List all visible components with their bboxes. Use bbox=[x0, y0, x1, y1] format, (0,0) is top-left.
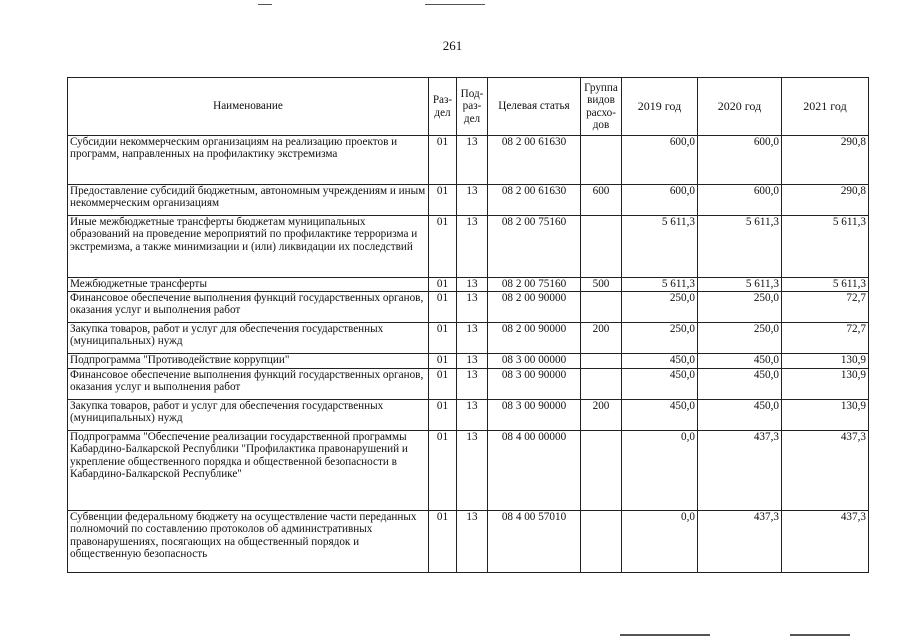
row-group bbox=[581, 369, 622, 400]
row-podrazdel: 13 bbox=[457, 511, 488, 573]
row-target: 08 3 00 90000 bbox=[488, 369, 581, 400]
row-2020: 450,0 bbox=[698, 369, 782, 400]
table-row bbox=[68, 185, 869, 216]
row-razdel: 01 bbox=[429, 369, 457, 400]
table-row bbox=[68, 278, 869, 292]
row-2020: 450,0 bbox=[698, 354, 782, 369]
row-podrazdel: 13 bbox=[457, 323, 488, 354]
row-name: Предоставление субсидий бюджетным, автономным учреждениям и иным некоммерческим организациям bbox=[68, 185, 429, 216]
row-group bbox=[581, 216, 622, 278]
row-2021: 130,9 bbox=[782, 369, 869, 400]
header-razdel: Раз-дел bbox=[429, 78, 457, 136]
header-row bbox=[68, 78, 869, 136]
row-razdel: 01 bbox=[429, 400, 457, 431]
row-2021: 437,3 bbox=[782, 511, 869, 573]
row-2021: 130,9 bbox=[782, 354, 869, 369]
row-target: 08 2 00 90000 bbox=[488, 323, 581, 354]
row-razdel: 01 bbox=[429, 278, 457, 292]
row-razdel: 01 bbox=[429, 216, 457, 278]
row-2019: 450,0 bbox=[622, 369, 698, 400]
row-podrazdel: 13 bbox=[457, 369, 488, 400]
row-target: 08 2 00 61630 bbox=[488, 185, 581, 216]
row-2020: 250,0 bbox=[698, 323, 782, 354]
row-name: Закупка товаров, работ и услуг для обеспечения государственных (муниципальных) нужд bbox=[68, 323, 429, 354]
header-name: Наименование bbox=[68, 78, 429, 136]
row-name: Межбюджетные трансферты bbox=[68, 278, 429, 292]
row-2020: 600,0 bbox=[698, 185, 782, 216]
row-target: 08 3 00 00000 bbox=[488, 354, 581, 369]
row-razdel: 01 bbox=[429, 431, 457, 511]
table-row bbox=[68, 136, 869, 185]
header-group: Группа видов расхо-дов bbox=[581, 78, 622, 136]
row-2019: 600,0 bbox=[622, 136, 698, 185]
row-target: 08 2 00 75160 bbox=[488, 278, 581, 292]
scan-artifact-top bbox=[425, 4, 485, 5]
row-2019: 5 611,3 bbox=[622, 216, 698, 278]
row-2021: 72,7 bbox=[782, 292, 869, 323]
row-2020: 250,0 bbox=[698, 292, 782, 323]
row-podrazdel: 13 bbox=[457, 400, 488, 431]
row-2021: 437,3 bbox=[782, 431, 869, 511]
row-2020: 437,3 bbox=[698, 431, 782, 511]
row-podrazdel: 13 bbox=[457, 292, 488, 323]
row-razdel: 01 bbox=[429, 185, 457, 216]
row-group bbox=[581, 511, 622, 573]
row-razdel: 01 bbox=[429, 323, 457, 354]
row-name: Подпрограмма "Обеспечение реализации государственной программы Кабардино-Балкарской Республики "Профилактика правонарушений и укрепление общественного порядка и общественной безопасности в Кабардино-Балкарской Республике" bbox=[68, 431, 429, 511]
row-2020: 600,0 bbox=[698, 136, 782, 185]
page-number: 261 bbox=[442, 38, 463, 53]
row-target: 08 2 00 90000 bbox=[488, 292, 581, 323]
row-podrazdel: 13 bbox=[457, 278, 488, 292]
row-2019: 600,0 bbox=[622, 185, 698, 216]
row-name: Подпрограмма "Противодействие коррупции" bbox=[68, 354, 429, 369]
row-podrazdel: 13 bbox=[457, 354, 488, 369]
row-name: Закупка товаров, работ и услуг для обеспечения государственных (муниципальных) нужд bbox=[68, 400, 429, 431]
row-2020: 5 611,3 bbox=[698, 216, 782, 278]
row-2019: 0,0 bbox=[622, 511, 698, 573]
row-group bbox=[581, 354, 622, 369]
row-podrazdel: 13 bbox=[457, 136, 488, 185]
row-2019: 0,0 bbox=[622, 431, 698, 511]
row-group bbox=[581, 292, 622, 323]
row-target: 08 3 00 90000 bbox=[488, 400, 581, 431]
row-2020: 450,0 bbox=[698, 400, 782, 431]
row-name: Финансовое обеспечение выполнения функций государственных органов, оказания услуг и выполнения работ bbox=[68, 292, 429, 323]
table-row bbox=[68, 369, 869, 400]
row-target: 08 4 00 00000 bbox=[488, 431, 581, 511]
row-name: Иные межбюджетные трансферты бюджетам муниципальных образований на проведение мероприятий по профилактике терроризма и экстремизма, а также минимизации и (или) ликвидации их последствий bbox=[68, 216, 429, 278]
row-target: 08 4 00 57010 bbox=[488, 511, 581, 573]
table-row bbox=[68, 292, 869, 323]
row-2020: 5 611,3 bbox=[698, 278, 782, 292]
row-2021: 72,7 bbox=[782, 323, 869, 354]
scan-artifact-top bbox=[258, 4, 272, 5]
row-2019: 250,0 bbox=[622, 292, 698, 323]
row-target: 08 2 00 75160 bbox=[488, 216, 581, 278]
table-row bbox=[68, 216, 869, 278]
row-target: 08 2 00 61630 bbox=[488, 136, 581, 185]
row-2021: 290,8 bbox=[782, 185, 869, 216]
header-2021: 2021 год bbox=[782, 78, 869, 136]
budget-table bbox=[67, 77, 869, 573]
row-name: Финансовое обеспечение выполнения функций государственных органов, оказания услуг и выполнения работ bbox=[68, 369, 429, 400]
row-group: 600 bbox=[581, 185, 622, 216]
row-group: 500 bbox=[581, 278, 622, 292]
row-2021: 130,9 bbox=[782, 400, 869, 431]
row-razdel: 01 bbox=[429, 292, 457, 323]
row-podrazdel: 13 bbox=[457, 431, 488, 511]
row-2021: 290,8 bbox=[782, 136, 869, 185]
row-name: Субсидии некоммерческим организациям на реализацию проектов и программ, направленных на профилактику экстремизма bbox=[68, 136, 429, 185]
row-name: Субвенции федеральному бюджету на осуществление части переданных полномочий по составлению протоколов об административных правонарушениях, посягающих на общественный порядок и общественную безопасность bbox=[68, 511, 429, 573]
row-group: 200 bbox=[581, 323, 622, 354]
scan-artifact-bottom bbox=[620, 634, 710, 636]
row-podrazdel: 13 bbox=[457, 185, 488, 216]
table-row bbox=[68, 511, 869, 573]
row-razdel: 01 bbox=[429, 136, 457, 185]
row-group bbox=[581, 431, 622, 511]
row-2019: 250,0 bbox=[622, 323, 698, 354]
row-2021: 5 611,3 bbox=[782, 278, 869, 292]
row-2019: 450,0 bbox=[622, 354, 698, 369]
row-group: 200 bbox=[581, 400, 622, 431]
header-2019: 2019 год bbox=[622, 78, 698, 136]
table-row bbox=[68, 400, 869, 431]
row-razdel: 01 bbox=[429, 354, 457, 369]
row-2021: 5 611,3 bbox=[782, 216, 869, 278]
row-podrazdel: 13 bbox=[457, 216, 488, 278]
row-2020: 437,3 bbox=[698, 511, 782, 573]
row-2019: 450,0 bbox=[622, 400, 698, 431]
header-podrazdel: Под-раз-дел bbox=[457, 78, 488, 136]
row-group bbox=[581, 136, 622, 185]
header-2020: 2020 год bbox=[698, 78, 782, 136]
table-row bbox=[68, 323, 869, 354]
row-2019: 5 611,3 bbox=[622, 278, 698, 292]
header-target: Целевая статья bbox=[488, 78, 581, 136]
scan-artifact-bottom bbox=[790, 634, 850, 636]
table-row bbox=[68, 354, 869, 369]
row-razdel: 01 bbox=[429, 511, 457, 573]
table-row bbox=[68, 431, 869, 511]
